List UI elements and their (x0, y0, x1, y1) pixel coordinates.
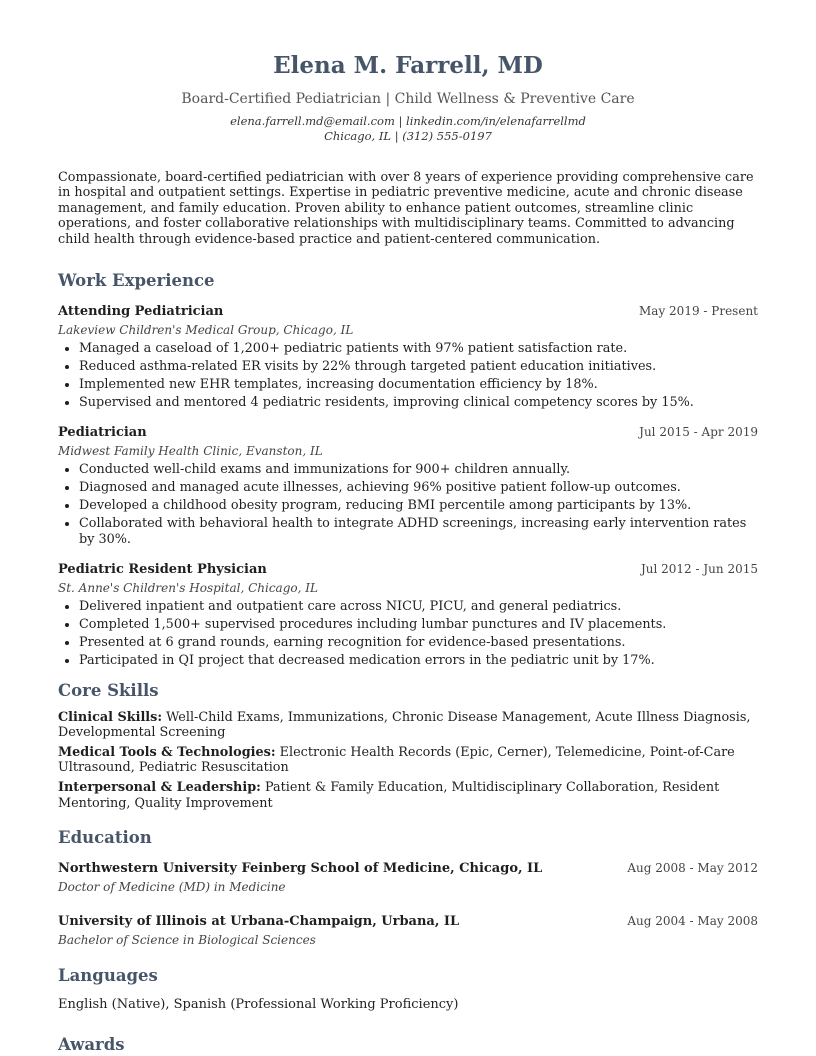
job-title: Pediatric Resident Physician (58, 562, 267, 578)
education-school: University of Illinois at Urbana-Champaign, Urbana, IL (58, 913, 460, 929)
job-bullets (58, 462, 758, 547)
job-title: Attending Pediatrician (58, 304, 224, 320)
job-bullet: • Diagnosed and managed acute illnesses, achieving 96% positive patient follow-up outcomes. (79, 480, 758, 495)
education-degree: Doctor of Medicine (MD) in Medicine (58, 879, 286, 894)
contact-line-location-phone: Chicago, IL | (312) 555-0197 (324, 129, 492, 143)
job-organization: St. Anne's Children's Hospital, Chicago, IL (58, 581, 318, 596)
section-title-work: Work Experience (58, 271, 215, 291)
job-title: Pediatrician (58, 425, 147, 441)
job-dates: May 2019 - Present (639, 304, 758, 319)
job-organization: Midwest Family Health Clinic, Evanston, IL (58, 444, 323, 459)
section-title-awards: Awards (58, 1034, 125, 1054)
skill-group-items: Patient & Family Education, Multidisciplinary Collaboration, Resident Mentoring, Quality Improvement (58, 780, 720, 811)
job-bullet: • Reduced asthma-related ER visits by 22% through targeted patient education initiatives. (79, 359, 758, 374)
candidate-name: Elena M. Farrell, MD (273, 52, 543, 79)
job-bullet: • Conducted well-child exams and immunizations for 900+ children annually. (79, 462, 758, 477)
job-entry (58, 424, 758, 547)
section-title-languages: Languages (58, 965, 158, 985)
job-bullet: • Collaborated with behavioral health to integrate ADHD screenings, increasing early intervention rates by 30%. (79, 516, 758, 547)
job-bullet: • Completed 1,500+ supervised procedures including lumbar punctures and IV placements. (79, 617, 758, 632)
section-title-education: Education (58, 827, 152, 847)
contact-info (58, 114, 758, 144)
education-entry (58, 860, 758, 895)
job-bullets (58, 599, 758, 668)
job-organization: Lakeview Children's Medical Group, Chicago, IL (58, 323, 354, 338)
education-school: Northwestern University Feinberg School of Medicine, Chicago, IL (58, 860, 543, 876)
job-bullet: • Participated in QI project that decreased medication errors in the pediatric unit by 17%. (79, 653, 758, 668)
education-entry (58, 913, 758, 948)
education-dates: Aug 2004 - May 2008 (627, 913, 758, 928)
skill-group-items: Well-Child Exams, Immunizations, Chronic Disease Management, Acute Illness Diagnosis, Developmental Screening (58, 709, 751, 740)
job-bullet: • Presented at 6 grand rounds, earning recognition for evidence-based presentations. (79, 635, 758, 650)
job-entry (58, 561, 758, 668)
professional-summary: Compassionate, board-certified pediatrician with over 8 years of experience providing comprehensive care in hospital and outpatient settings. Expertise in pediatric preventive medicine, acute and chronic disease management, and family education. Proven ability to enhance patient outcomes, streamline clinic operations, and foster collaborative relationships with multidisciplinary teams. Committed to advancing child health through evidence-based practice and patient-centered communication. (58, 170, 754, 247)
job-dates: Jul 2012 - Jun 2015 (640, 562, 758, 577)
skill-group (58, 710, 758, 740)
job-bullet: • Developed a childhood obesity program, reducing BMI percentile among participants by 13%. (79, 498, 758, 513)
job-entry (58, 303, 758, 410)
skill-group-items: Electronic Health Records (Epic, Cerner), Telemedicine, Point-of-Care Ultrasound, Pediatric Resuscitation (58, 745, 735, 776)
skill-group-label: Clinical Skills: (58, 709, 163, 725)
skill-group-label: Medical Tools & Technologies: (58, 745, 276, 761)
job-bullet: • Implemented new EHR templates, increasing documentation efficiency by 18%. (79, 377, 758, 392)
job-bullet: • Delivered inpatient and outpatient care across NICU, PICU, and general pediatrics. (79, 599, 758, 614)
job-bullet: • Managed a caseload of 1,200+ pediatric patients with 97% patient satisfaction rate. (79, 341, 758, 356)
skill-group (58, 780, 758, 810)
job-bullets (58, 341, 758, 410)
skill-group (58, 745, 758, 775)
job-bullet: • Supervised and mentored 4 pediatric residents, improving clinical competency scores by 15%. (79, 395, 758, 410)
headline: Board-Certified Pediatrician | Child Wellness & Preventive Care (181, 91, 635, 107)
education-degree: Bachelor of Science in Biological Sciences (58, 932, 316, 947)
section-title-skills: Core Skills (58, 680, 159, 700)
contact-line-email-linkedin: elena.farrell.md@email.com | linkedin.com/in/elenafarrellmd (230, 114, 586, 128)
skill-group-label: Interpersonal & Leadership: (58, 780, 261, 796)
job-dates: Jul 2015 - Apr 2019 (639, 425, 758, 440)
languages-list: English (Native), Spanish (Professional Working Proficiency) (58, 996, 459, 1012)
education-dates: Aug 2008 - May 2012 (627, 860, 758, 875)
